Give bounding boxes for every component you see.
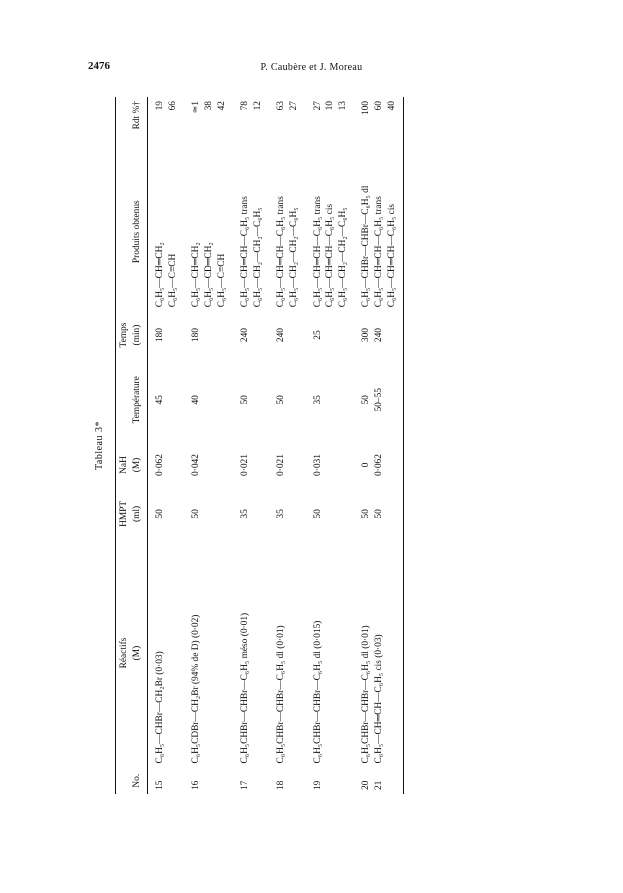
cell-products: C₆H₅—CH₂—CH₂—C₆H₅ [337, 207, 348, 308]
cell-products: C₆H₅—C≡CH [167, 253, 178, 308]
cell-temperature [216, 359, 229, 441]
cell-time [167, 311, 180, 359]
table-row [324, 97, 337, 794]
cell-no [337, 767, 350, 794]
cell-time [216, 311, 229, 359]
cell-reactants: C₆H₅—CH═CH—C₆H₅ cis (0·03) [373, 634, 384, 764]
cell-yield: 19 [155, 101, 166, 111]
cell-products: C₆H₅—CH═CH—C₆H₅ cis [325, 203, 336, 308]
cell-no: 17 [240, 780, 251, 790]
header-hmpt-line2: (ml) [131, 505, 142, 522]
cell-reactants: C₆H₅—CHBr—CH₂Br (0·03) [155, 651, 166, 764]
cell-hmpt: 35 [240, 509, 251, 519]
header-nah-line1: NaH [119, 456, 129, 474]
header-reactants-line2: (M) [131, 645, 142, 661]
header-yield: Rdt %† [116, 97, 148, 152]
cell-products: C₆H₅—CH₂—CH₂—C₆H₅ [252, 207, 263, 308]
cell-no: 19 [312, 780, 323, 790]
table-row [373, 97, 386, 794]
cell-nah: 0·062 [373, 454, 384, 476]
cell-nah [216, 441, 229, 489]
table-row [228, 97, 252, 794]
table-caption: Tableau 3* [94, 421, 105, 471]
cell-reactants [386, 539, 404, 768]
cell-no: 18 [276, 780, 287, 790]
cell-time: 240 [373, 328, 384, 343]
cell-time [324, 311, 337, 359]
cell-products: C₆H₅—CH₂—CH₂—C₆H₅ [288, 207, 299, 308]
cell-yield: 60 [373, 101, 384, 111]
cell-hmpt: 50 [191, 509, 202, 519]
cell-nah [386, 441, 404, 489]
cell-no: 16 [191, 780, 202, 790]
header-reactants-line1: Réactifs [119, 637, 129, 669]
table-row [301, 97, 325, 794]
cell-no: 15 [155, 780, 166, 790]
cell-temperature: 50–55 [373, 388, 384, 412]
cell-yield: 10 [325, 101, 336, 111]
cell-time: 240 [240, 328, 251, 343]
cell-reactants [216, 539, 229, 768]
results-table [115, 97, 404, 794]
cell-hmpt [386, 489, 404, 538]
cell-products: C₆H₅—CHBr—CHBr—C₆H₅ dl [361, 185, 372, 308]
cell-temperature [386, 359, 404, 441]
cell-yield: 27 [288, 101, 299, 111]
cell-hmpt [324, 489, 337, 538]
cell-no [252, 767, 265, 794]
cell-yield: 66 [167, 101, 178, 111]
table-row [386, 97, 404, 794]
cell-hmpt: 50 [312, 509, 323, 519]
cell-no [324, 767, 337, 794]
table-header-row [116, 97, 148, 794]
table-row [349, 97, 373, 794]
header-no: No. [116, 767, 148, 794]
cell-products: C₆H₅—CH═CH—C₆H₅ trans [312, 196, 323, 308]
header-temperature: Température [116, 359, 148, 441]
cell-products: C₆H₅—CH═CH—C₆H₅ trans [276, 196, 287, 308]
cell-temperature: 50 [276, 395, 287, 405]
page-number: 2476 [88, 60, 110, 72]
cell-reactants [288, 539, 301, 768]
cell-reactants: C₆H₅CHBr—CHBr—C₆H₅ dl (0·015) [312, 620, 323, 764]
cell-hmpt [203, 489, 216, 538]
cell-temperature [252, 359, 265, 441]
cell-time [386, 311, 404, 359]
cell-temperature [337, 359, 350, 441]
header-nah [116, 441, 148, 489]
table-row [252, 97, 265, 794]
cell-reactants [167, 539, 180, 768]
cell-reactants [324, 539, 337, 768]
cell-time: 180 [155, 328, 166, 343]
table-row [337, 97, 350, 794]
cell-temperature: 35 [312, 395, 323, 405]
cell-nah [324, 441, 337, 489]
cell-products: C₆H₅—CH═CH₂ [155, 242, 166, 308]
cell-time: 240 [276, 328, 287, 343]
cell-no: 20 [361, 780, 372, 790]
cell-reactants [252, 539, 265, 768]
cell-temperature [288, 359, 301, 441]
cell-hmpt [288, 489, 301, 538]
cell-nah [252, 441, 265, 489]
table-row [288, 97, 301, 794]
cell-hmpt: 35 [276, 509, 287, 519]
cell-yield: 12 [252, 101, 263, 111]
cell-nah [337, 441, 350, 489]
cell-nah: 0·021 [276, 454, 287, 476]
cell-nah [167, 441, 180, 489]
header-time-line1: Temps [119, 322, 129, 348]
cell-yield: ≃1 [191, 101, 202, 114]
cell-yield: 27 [312, 101, 323, 111]
cell-reactants: C₆H₅CHBr—CHBr—C₆H₅ méso (0·01) [240, 612, 251, 764]
cell-hmpt: 50 [155, 509, 166, 519]
cell-temperature [167, 359, 180, 441]
table-row [264, 97, 288, 794]
cell-reactants: C₆H₅CHBr—CHBr—C₆H₅ dl (0·01) [276, 625, 287, 764]
cell-nah: 0·021 [240, 454, 251, 476]
cell-time [288, 311, 301, 359]
cell-reactants [203, 539, 216, 768]
header-products: Produits obtenus [116, 152, 148, 311]
cell-products: C₆H₅—CH═CH—C₆H₅ cis [386, 152, 404, 311]
cell-nah [203, 441, 216, 489]
cell-nah: 0·031 [312, 454, 323, 476]
cell-yield: 38 [203, 101, 214, 111]
cell-no: 21 [373, 780, 384, 790]
rotated-table-block [94, 97, 560, 794]
cell-temperature: 40 [191, 395, 202, 405]
table-row [154, 97, 167, 794]
cell-temperature: 50 [240, 395, 251, 405]
cell-yield: 78 [240, 101, 251, 111]
cell-yield: 13 [337, 101, 348, 111]
cell-hmpt [252, 489, 265, 538]
cell-reactants: C₆H₅CHBr—CHBr—C₆H₅ dl (0·01) [361, 625, 372, 764]
cell-nah: 0 [361, 462, 372, 468]
cell-no [288, 767, 301, 794]
cell-temperature: 50 [361, 395, 372, 405]
cell-time: 25 [312, 330, 323, 340]
cell-products: C₆H₅—C≡CH [216, 253, 227, 308]
cell-no [216, 767, 229, 794]
table-row [203, 97, 216, 794]
cell-products: C₆H₅—CH═CH—C₆H₅ trans [240, 196, 251, 308]
cell-time [337, 311, 350, 359]
cell-yield: 40 [386, 97, 404, 152]
cell-nah: 0·042 [191, 454, 202, 476]
table-row [216, 97, 229, 794]
cell-hmpt [216, 489, 229, 538]
table-row [179, 97, 203, 794]
cell-products: C₆H₅—CH═CH₂ [191, 242, 202, 308]
cell-yield: 42 [216, 101, 227, 111]
header-time-line2: (min) [131, 324, 142, 346]
cell-reactants [337, 539, 350, 768]
cell-nah [288, 441, 301, 489]
table-row [167, 97, 180, 794]
cell-time [252, 311, 265, 359]
cell-temperature: 45 [155, 395, 166, 405]
cell-hmpt: 50 [361, 509, 372, 519]
cell-time [203, 311, 216, 359]
cell-hmpt: 50 [373, 509, 384, 519]
header-time [116, 311, 148, 359]
cell-products: C₆H₅—CD═CH₂ [203, 242, 214, 308]
cell-time: 300 [361, 328, 372, 343]
cell-nah: 0·062 [155, 454, 166, 476]
cell-no [167, 767, 180, 794]
cell-no [203, 767, 216, 794]
header-nah-line2: (M) [131, 457, 142, 473]
cell-reactants: C₆H₅CDBr—CH₂Br (94% de D) (0·02) [191, 614, 202, 764]
cell-temperature [324, 359, 337, 441]
cell-no [386, 767, 404, 794]
cell-hmpt [167, 489, 180, 538]
cell-temperature [203, 359, 216, 441]
running-head: P. Caubère et J. Moreau [260, 62, 363, 73]
header-hmpt [116, 489, 148, 538]
header-hmpt-line1: HMPT [119, 500, 129, 527]
cell-hmpt [337, 489, 350, 538]
cell-yield: 100 [361, 101, 372, 116]
cell-time: 180 [191, 328, 202, 343]
header-reactants [116, 539, 148, 768]
cell-products: C₆H₅—CH═CH—C₆H₅ trans [373, 196, 384, 308]
cell-yield: 63 [276, 101, 287, 111]
